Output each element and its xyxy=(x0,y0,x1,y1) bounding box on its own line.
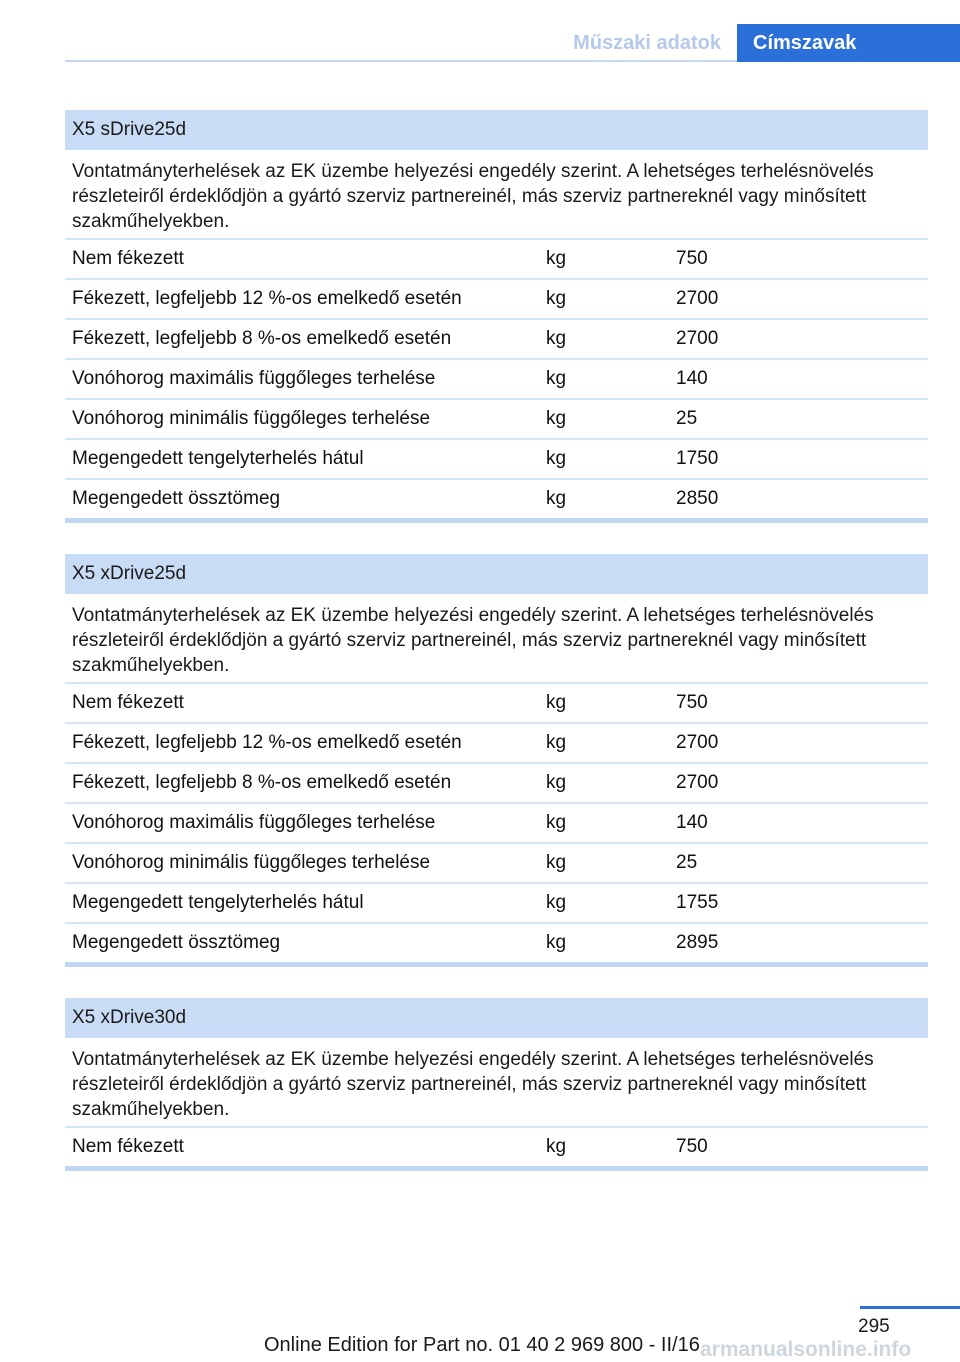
table-row xyxy=(65,480,928,523)
watermark: armanualsonline.info xyxy=(700,1338,912,1361)
row-value: 2895 xyxy=(676,932,719,953)
table-description: Vontatmányterhelések az EK üzembe helyezési engedély szerint. A lehetséges terhelésnövelés részleteiről érdeklődjön a gyártó szerviz partnereinél, más szerviz partnereknél vagy minősített szakműhelyekben. xyxy=(65,150,928,240)
edition-note: Online Edition for Part no. 01 40 2 969 800 - II/16 xyxy=(264,1334,700,1356)
row-unit: kg xyxy=(546,812,567,833)
row-label: Vonóhorog maximális függőleges terhelése xyxy=(72,368,436,389)
row-label: Fékezett, legfeljebb 12 %-os emelkedő esetén xyxy=(72,288,462,309)
row-unit: kg xyxy=(546,448,567,469)
row-value: 2700 xyxy=(676,772,719,793)
tab-technical-data[interactable]: Műszaki adatok xyxy=(573,32,721,54)
row-unit: kg xyxy=(546,408,567,429)
spec-table xyxy=(65,110,928,523)
row-label: Megengedett össztömeg xyxy=(72,488,281,509)
table-row xyxy=(65,844,928,884)
table-title: X5 xDrive25d xyxy=(65,554,928,594)
row-unit: kg xyxy=(546,328,567,349)
row-label: Vonóhorog maximális függőleges terhelése xyxy=(72,812,436,833)
spec-table xyxy=(65,998,928,1171)
row-unit: kg xyxy=(546,288,567,309)
spec-table xyxy=(65,554,928,967)
row-unit: kg xyxy=(546,488,567,509)
table-row xyxy=(65,804,928,844)
row-label: Nem fékezett xyxy=(72,248,184,269)
table-row xyxy=(65,764,928,804)
row-value: 2700 xyxy=(676,328,719,349)
table-row xyxy=(65,1128,928,1171)
row-unit: kg xyxy=(546,368,567,389)
row-value: 2700 xyxy=(676,288,719,309)
row-value: 750 xyxy=(676,1136,708,1157)
row-value: 750 xyxy=(676,692,708,713)
row-label: Vonóhorog minimális függőleges terhelése xyxy=(72,408,431,429)
table-row xyxy=(65,924,928,967)
row-label: Fékezett, legfeljebb 8 %-os emelkedő esetén xyxy=(72,772,452,793)
tab-index[interactable]: Címszavak xyxy=(737,24,960,62)
row-value: 1750 xyxy=(676,448,719,469)
row-value: 140 xyxy=(676,812,708,833)
table-row xyxy=(65,400,928,440)
table-row xyxy=(65,240,928,280)
table-description: Vontatmányterhelések az EK üzembe helyezési engedély szerint. A lehetséges terhelésnövelés részleteiről érdeklődjön a gyártó szerviz partnereinél, más szerviz partnereknél vagy minősített szakműhelyekben. xyxy=(65,1038,928,1128)
row-label: Megengedett tengelyterhelés hátul xyxy=(72,448,364,469)
row-value: 140 xyxy=(676,368,708,389)
table-row xyxy=(65,280,928,320)
table-row xyxy=(65,884,928,924)
row-value: 25 xyxy=(676,852,698,873)
row-unit: kg xyxy=(546,932,567,953)
row-value: 1755 xyxy=(676,892,719,913)
row-unit: kg xyxy=(546,1136,567,1157)
table-title: X5 sDrive25d xyxy=(65,110,928,150)
page-number: 295 xyxy=(858,1316,890,1337)
table-row xyxy=(65,360,928,400)
table-row xyxy=(65,320,928,360)
row-label: Megengedett tengelyterhelés hátul xyxy=(72,892,364,913)
row-label: Nem fékezett xyxy=(72,1136,184,1157)
row-value: 2700 xyxy=(676,732,719,753)
row-value: 25 xyxy=(676,408,698,429)
row-unit: kg xyxy=(546,692,567,713)
row-label: Vonóhorog minimális függőleges terhelése xyxy=(72,852,431,873)
row-label: Fékezett, legfeljebb 8 %-os emelkedő esetén xyxy=(72,328,452,349)
row-unit: kg xyxy=(546,852,567,873)
table-title: X5 xDrive30d xyxy=(65,998,928,1038)
row-label: Nem fékezett xyxy=(72,692,184,713)
row-label: Fékezett, legfeljebb 12 %-os emelkedő esetén xyxy=(72,732,462,753)
row-unit: kg xyxy=(546,892,567,913)
table-row xyxy=(65,440,928,480)
row-unit: kg xyxy=(546,732,567,753)
footer-rule xyxy=(860,1306,960,1309)
table-row xyxy=(65,724,928,764)
row-unit: kg xyxy=(546,772,567,793)
table-row xyxy=(65,684,928,724)
row-label: Megengedett össztömeg xyxy=(72,932,281,953)
table-description: Vontatmányterhelések az EK üzembe helyezési engedély szerint. A lehetséges terhelésnövelés részleteiről érdeklődjön a gyártó szerviz partnereinél, más szerviz partnereknél vagy minősített szakműhelyekben. xyxy=(65,594,928,684)
row-value: 750 xyxy=(676,248,708,269)
row-value: 2850 xyxy=(676,488,719,509)
row-unit: kg xyxy=(546,248,567,269)
